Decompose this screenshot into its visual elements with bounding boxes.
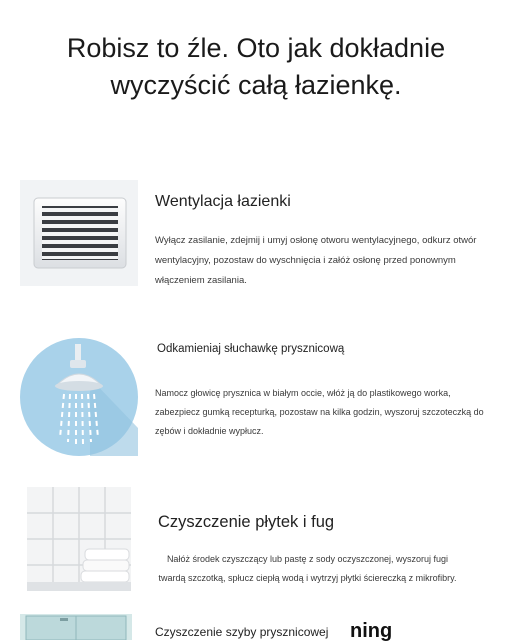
section-body-tiles: Nałóż środek czyszczący lub pastę z sody oczyszczonej, wyszoruj fugi twardą szczotką, spłucz ciepłą wodą i wytrzyj płytki ściereczką z mikrofibry. <box>158 554 457 583</box>
section-body-ventilation: Wyłącz zasilanie, zdejmij i umyj osłonę otworu wentylacyjnego, odkurz otwór wentylacyjny, pozostaw do wyschnięcia i załóż osłonę przed ponownym włączeniem zasilania. <box>155 235 477 286</box>
section-heading-tiles: Czyszczenie płytek i fug <box>158 513 335 531</box>
shower-head-icon <box>20 338 138 456</box>
shower-glass-icon <box>20 614 132 640</box>
section-extra-text: ning <box>350 620 393 642</box>
section-heading-shower-glass: Czyszczenie szyby prysznicowej <box>155 625 329 639</box>
section-body-shower-head: Namocz głowicę prysznica w białym occie, włóż ją do plastikowego worka, zabezpiecz gumką recepturką, pozostaw na kilka godzin, wyszoruj szczoteczką do zębów i dokładnie wypłucz. <box>155 388 484 436</box>
ventilation-icon <box>20 180 138 286</box>
section-heading-shower-head: Odkamieniaj słuchawkę prysznicową <box>157 343 345 355</box>
tiles-towels-icon <box>27 487 131 591</box>
page-title: Robisz to źle. Oto jak dokładnie wyczyścić całą łazienkę. <box>66 33 446 100</box>
section-heading-ventilation: Wentylacja łazienki <box>155 193 291 210</box>
